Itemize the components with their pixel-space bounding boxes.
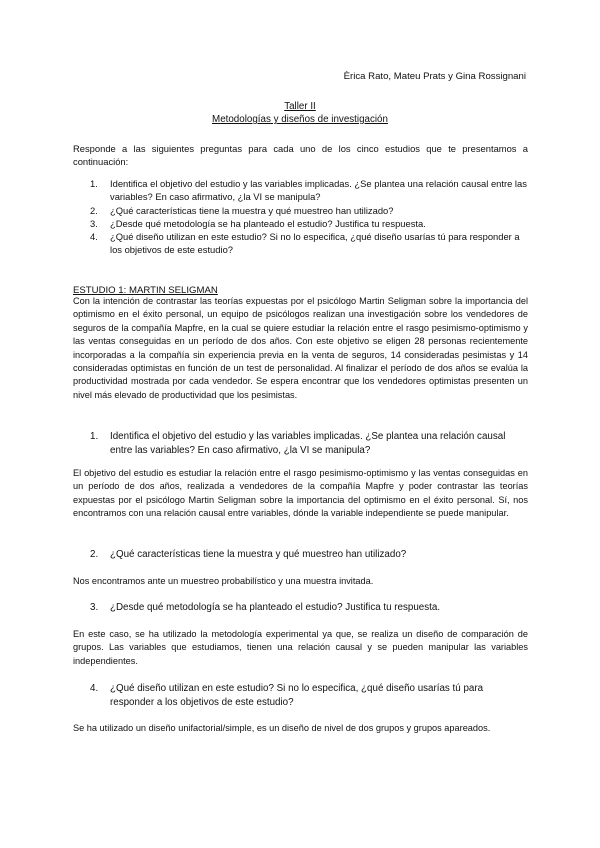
question-text: Identifica el objetivo del estudio y las variables implicadas. ¿Se plantea una relación causal entre las variables? En caso afirmativo, ¿la VI se manipula?	[110, 178, 527, 203]
study-question-3	[73, 601, 528, 615]
answer-4: Se ha utilizado un diseño unifactorial/simple, es un diseño de nivel de dos grupos y grupos apareados.	[73, 723, 491, 733]
answer-2: Nos encontramos ante un muestreo probabilístico y una muestra invitada.	[73, 576, 374, 586]
question-text: ¿Desde qué metodología se ha planteado el estudio? Justifica tu respuesta.	[110, 217, 426, 229]
answer-1: El objetivo del estudio es estudiar la relación entre el rasgo pesimismo-optimismo y las ventas conseguidas en un período de dos años, realizada a vendedores de la compañía Mapfre y poder contrastar las teorías expuestas por el psicólogo Martin Seligman sobre la importancia del optimismo en el éxito personal. Sí, nos encontramos con una relación causal entre variables, dónde la variable independiente se puede manipular.	[73, 468, 528, 519]
question-text: ¿Qué diseño utilizan en este estudio? Si no lo especifica, ¿qué diseño usarías tú para responder a los objetivos de este estudio?	[110, 231, 520, 256]
study-question-1	[73, 430, 528, 458]
question-number: 2.	[90, 549, 99, 560]
authors-line: Èrica Rato, Mateu Prats y Gina Rossignani	[343, 71, 526, 82]
title-line-1: Taller II	[284, 101, 316, 112]
study-heading: ESTUDIO 1: MARTIN SELIGMAN	[73, 285, 218, 296]
title-line-2: Metodologías y diseños de investigación	[212, 114, 388, 125]
question-number: 2.	[90, 204, 98, 216]
study-description: Con la intención de contrastar las teorías expuestas por el psicólogo Martin Seligman sobre la importancia del optimismo en el éxito personal, un equipo de psicólogos realizan una investigación sobre los vendedores de seguros de la compañía Mapfre, en la cual se quiere estudiar la relación entre el rasgo pesimismo-optimismo y las ventas conseguidas en un período de dos años. Con este objetivo se eligen 28 personas recientemente incorporadas a la compañía sin experiencia previa en la venta de seguros, 14 consideradas pesimistas y 14 consideradas optimistas en función de un test de personalidad. Al finalizar el período de dos años se evalúa la productividad mostrada por cada vendedor. Se espera encontrar que los vendedores optimistas presenten un nivel más elevado de productividad que los pesimistas.	[73, 296, 528, 400]
study-question-2	[73, 548, 528, 562]
question-number: 3.	[90, 217, 98, 229]
question-number: 3.	[90, 602, 99, 613]
question-item	[73, 204, 528, 217]
question-number: 1.	[90, 431, 99, 442]
question-item	[73, 217, 528, 230]
intro-paragraph: Responde a las siguientes preguntas para cada uno de los cinco estudios que te presentamos a continuación:	[73, 143, 528, 168]
document-title	[0, 100, 600, 126]
question-text: ¿Qué características tiene la muestra y qué muestreo han utilizado?	[110, 549, 407, 560]
question-number: 4.	[90, 231, 98, 243]
question-number: 4.	[90, 683, 99, 694]
question-list	[73, 177, 528, 257]
question-number: 1.	[90, 178, 98, 189]
answer-3: En este caso, se ha utilizado la metodología experimental ya que, se realiza un diseño de comparación de grupos. Las variables que estudiamos, tienen una relación causal y se pueden manipular las variables independientes.	[73, 629, 528, 666]
question-text: ¿Desde qué metodología se ha planteado el estudio? Justifica tu respuesta.	[110, 602, 441, 613]
question-item	[73, 177, 528, 204]
question-text: Identifica el objetivo del estudio y las variables implicadas. ¿Se plantea una relación causal entre las variables? En caso afirmativo, ¿la VI se manipula?	[110, 431, 506, 456]
question-text: ¿Qué características tiene la muestra y qué muestreo han utilizado?	[110, 204, 394, 216]
question-item	[73, 230, 528, 257]
study-question-4	[73, 682, 528, 710]
question-text: ¿Qué diseño utilizan en este estudio? Si no lo especifica, ¿qué diseño usarías tú para responder a los objetivos de este estudio?	[110, 683, 484, 708]
